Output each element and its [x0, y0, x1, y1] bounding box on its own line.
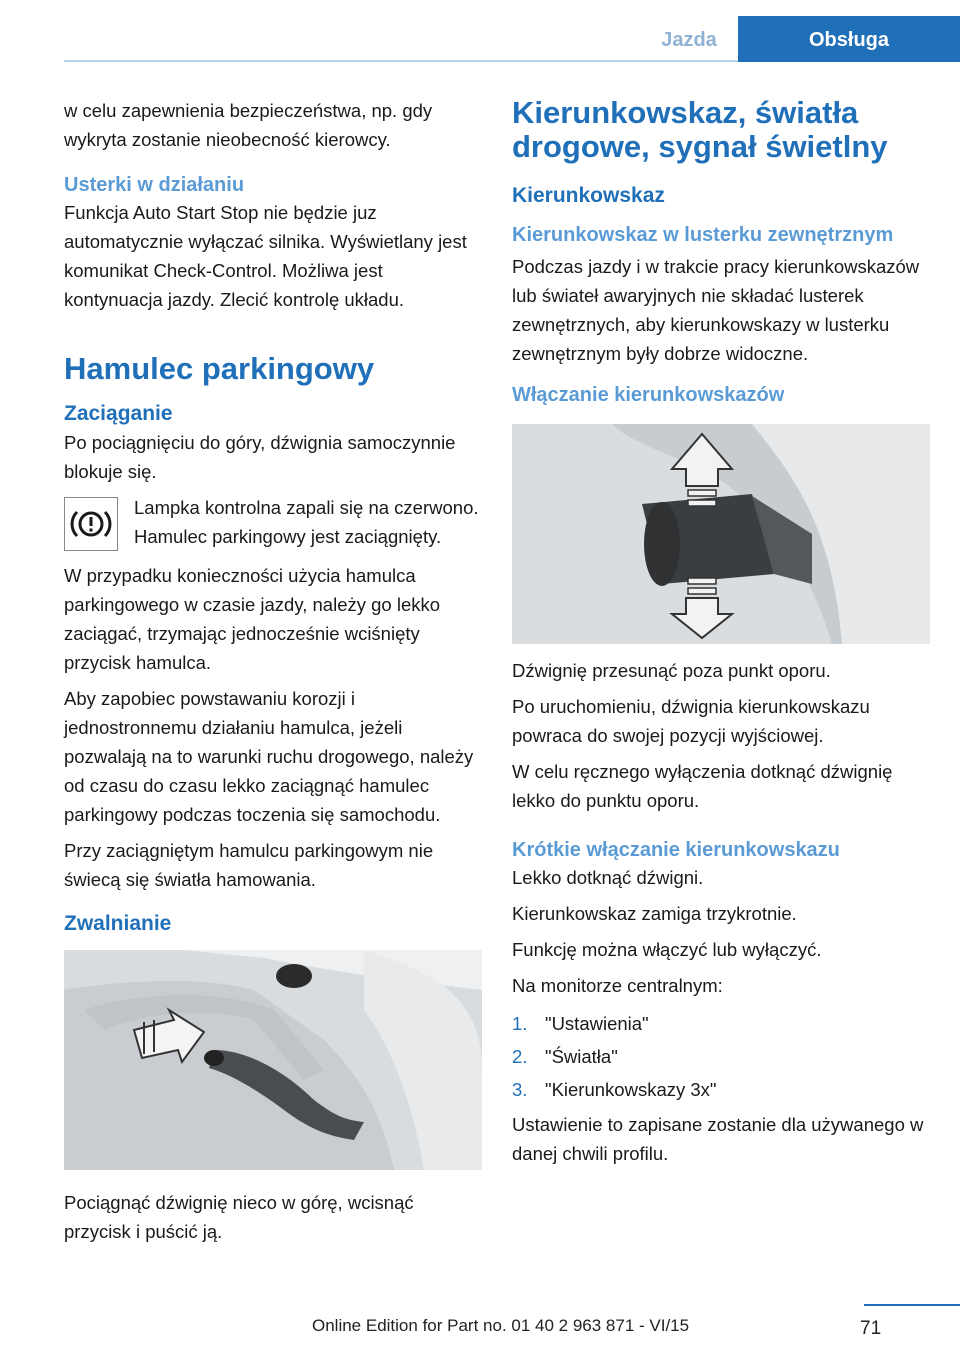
list-item: 2. "Światła": [512, 1046, 618, 1067]
main-heading: Kierunkowskaz, światła drogowe, sygnał świetlny: [512, 95, 888, 164]
brake-heading: Hamulec parkingowy: [64, 351, 375, 386]
toggle-text: Funkcję można włączyć lub wyłączyć.: [512, 939, 822, 960]
list-item: 1. "Ustawienia": [512, 1013, 649, 1034]
handbrake-photo: [64, 950, 482, 1170]
footer-rule: [864, 1304, 960, 1306]
footer-edition: Online Edition for Part no. 01 40 2 963 871 - VI/15: [312, 1316, 690, 1335]
intro-text: w celu zapewnienia bezpieczeństwa, np. gdy wykryta zostanie nieobecność kierowcy.: [64, 100, 433, 150]
mirror-text: Podczas jazdy i w trakcie pracy kierunkowskazów lub świateł awaryjnych nie składać lusterek zewnętrznych, aby kierunkowskazy w lusterku zewnętrznym były dobrze widoczne.: [512, 256, 920, 364]
settings-steps: [512, 1007, 930, 1106]
indicator-note: [64, 493, 482, 551]
return-text: Po uruchomieniu, dźwignia kierunkowskazu powraca do swojej pozycji wyjściowej.: [512, 696, 870, 746]
parking-brake-warning-icon: [64, 497, 118, 551]
push-text: Dźwignię przesunąć poza punkt oporu.: [512, 660, 831, 681]
tab-jazda[interactable]: Jazda: [661, 29, 717, 51]
blinks-text: Kierunkowskaz zamiga trzykrotnie.: [512, 903, 797, 924]
switch-heading: Włączanie kierunkowskazów: [512, 384, 785, 406]
touch-text: Lekko dotknąć dźwigni.: [512, 867, 704, 888]
tab-obsluga[interactable]: Obsługa: [738, 16, 960, 62]
emergency-text: W przypadku konieczności użycia hamulca parkingowego w czasie jazdy, należy go lekko zaciągać, trzymając jednocześnie wciśnięty przycisk hamulca.: [64, 565, 441, 673]
brakelights-text: Przy zaciągniętym hamulcu parkingowym nie świecą się światła hamowania.: [64, 840, 434, 890]
apply-heading: Zaciąganie: [64, 402, 173, 425]
turn-heading: Kierunkowskaz: [512, 184, 665, 207]
malfunction-heading: Usterki w działaniu: [64, 174, 245, 196]
monitor-text: Na monitorze centralnym:: [512, 975, 723, 996]
right-column: [512, 96, 930, 1175]
page-number: 71: [860, 1318, 882, 1339]
list-item: 3. "Kierunkowskazy 3x": [512, 1079, 717, 1100]
turn-signal-lever-photo: [512, 424, 930, 644]
indicator-text: Lampka kontrolna zapali się na czerwono. Hamulec parkingowy jest zaciągnięty.: [134, 497, 479, 547]
malfunction-text: Funkcja Auto Start Stop nie będzie juz automatycznie wyłączać silnika. Wyświetlany jest komunikat Check-Control. Możliwa jest kontynuacja jazdy. Zlecić kontrolę układu.: [64, 202, 467, 310]
mirror-heading: Kierunkowskaz w lusterku zewnętrznym: [512, 224, 894, 246]
left-column: [64, 96, 482, 1253]
release-text: Pociągnąć dźwignię nieco w górę, wcisnąć przycisk i puścić ją.: [64, 1192, 414, 1242]
corrosion-text: Aby zapobiec powstawaniu korozji i jednostronnemu działaniu hamulca, jeżeli pozwalają na to warunki ruchu drogowego, należy od czasu do czasu lekko zaciągnąć hamulec parkingowy podczas toczenia się samochodu.: [64, 688, 474, 825]
manual-off-text: W celu ręcznego wyłączenia dotknąć dźwignię lekko do punktu oporu.: [512, 761, 893, 811]
apply-text: Po pociągnięciu do góry, dźwignia samoczynnie blokuje się.: [64, 432, 456, 482]
brief-heading: Krótkie włączanie kierunkowskazu: [512, 839, 840, 861]
saved-text: Ustawienie to zapisane zostanie dla używanego w danej chwili profilu.: [512, 1114, 924, 1164]
release-heading: Zwalnianie: [64, 912, 172, 935]
